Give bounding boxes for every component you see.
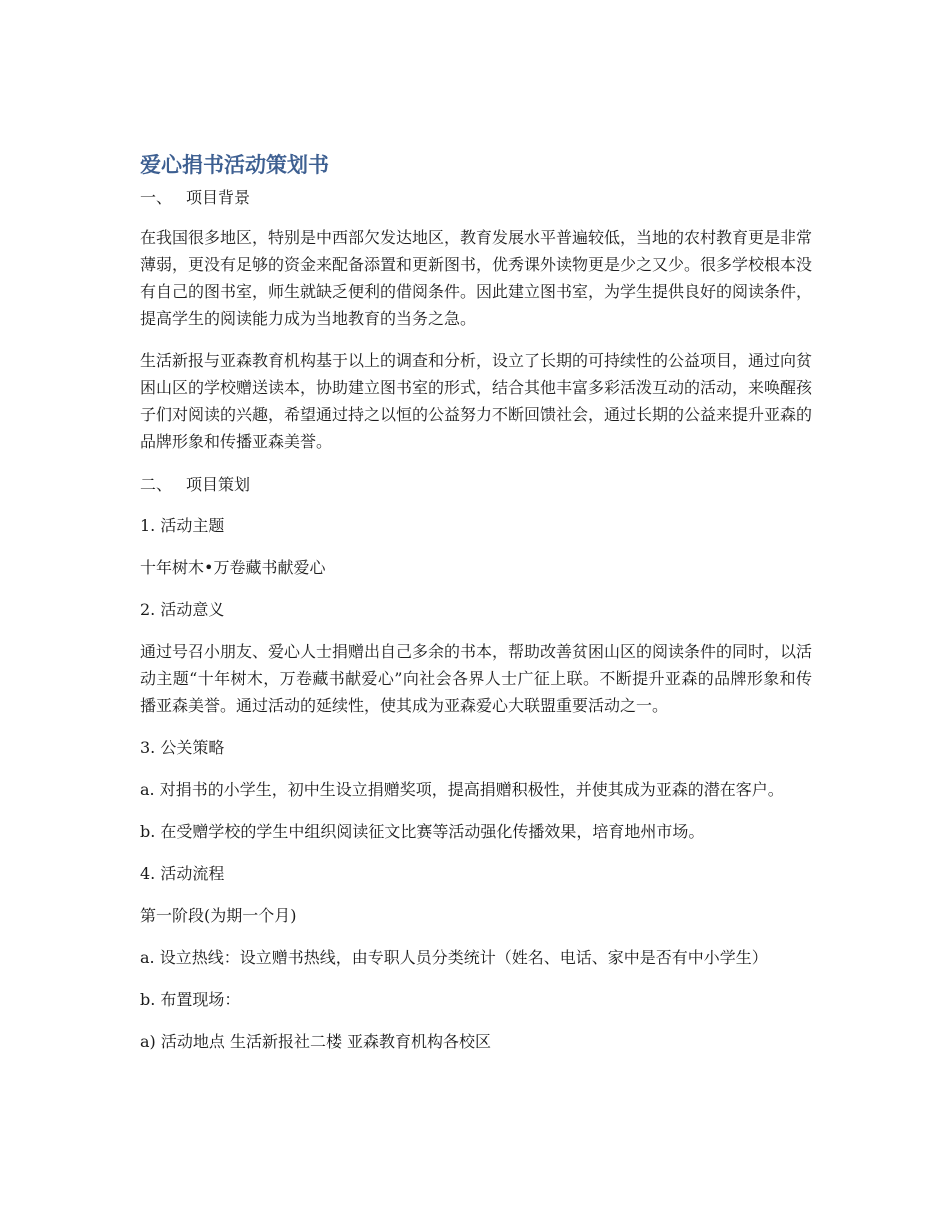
phase-one-hotline: a. 设立热线：设立赠书热线，由专职人员分类统计（姓名、电话、家中是否有中小学生）	[140, 948, 768, 967]
paragraph-background-2: 生活新报与亚森教育机构基于以上的调查和分析，设立了长期的可持续性的公益项目，通过向贫困山区的学校赠送读本，协助建立图书室的形式，结合其他丰富多彩活泼互动的活动，来唤醒孩子们对阅读的兴趣，希望通过持之以恒的公益努力不断回馈社会，通过长期的公益来提升亚森的品牌形象和传播亚森美誉。	[140, 351, 813, 451]
section-label: 项目策划	[186, 475, 251, 494]
document-body	[140, 150, 812, 1070]
item-heading-significance: 2. 活动意义	[140, 600, 225, 619]
item-heading-theme: 1. 活动主题	[140, 516, 225, 535]
phase-one-venue-location: a) 活动地点 生活新报社二楼 亚森教育机构各校区	[140, 1032, 492, 1051]
section-heading-background	[140, 186, 812, 210]
section-label: 项目背景	[186, 188, 251, 207]
pr-strategy-a: a. 对捐书的小学生，初中生设立捐赠奖项，提高捐赠积极性，并使其成为亚森的潜在客户。	[140, 780, 784, 799]
section-heading-plan	[140, 473, 812, 497]
theme-text: 十年树木•万卷藏书献爱心	[140, 558, 326, 577]
section-number: 二、	[140, 475, 173, 494]
phase-one-venue: b. 布置现场：	[140, 990, 241, 1009]
paragraph-background-1: 在我国很多地区，特别是中西部欠发达地区，教育发展水平普遍较低，当地的农村教育更是非常薄弱，更没有足够的资金来配备添置和更新图书，优秀课外读物更是少之又少。很多学校根本没有自己的图书室，师生就缺乏便利的借阅条件。因此建立图书室，为学生提供良好的阅读条件，提高学生的阅读能力成为当地教育的当务之急。	[140, 228, 813, 328]
item-heading-pr-strategy: 3. 公关策略	[140, 738, 225, 757]
pr-strategy-b: b. 在受赠学校的学生中组织阅读征文比赛等活动强化传播效果，培育地州市场。	[140, 822, 705, 841]
section-number: 一、	[140, 188, 173, 207]
significance-text: 通过号召小朋友、爱心人士捐赠出自己多余的书本，帮助改善贫困山区的阅读条件的同时，以活动主题“十年树木，万卷藏书献爱心”向社会各界人士广征上联。不断提升亚森的品牌形象和传播亚森美誉。通过活动的延续性，使其成为亚森爱心大联盟重要活动之一。	[140, 642, 813, 715]
document-title: 爱心捐书活动策划书	[140, 153, 329, 177]
phase-one: 第一阶段(为期一个月)	[140, 906, 297, 925]
item-heading-process: 4. 活动流程	[140, 864, 225, 883]
